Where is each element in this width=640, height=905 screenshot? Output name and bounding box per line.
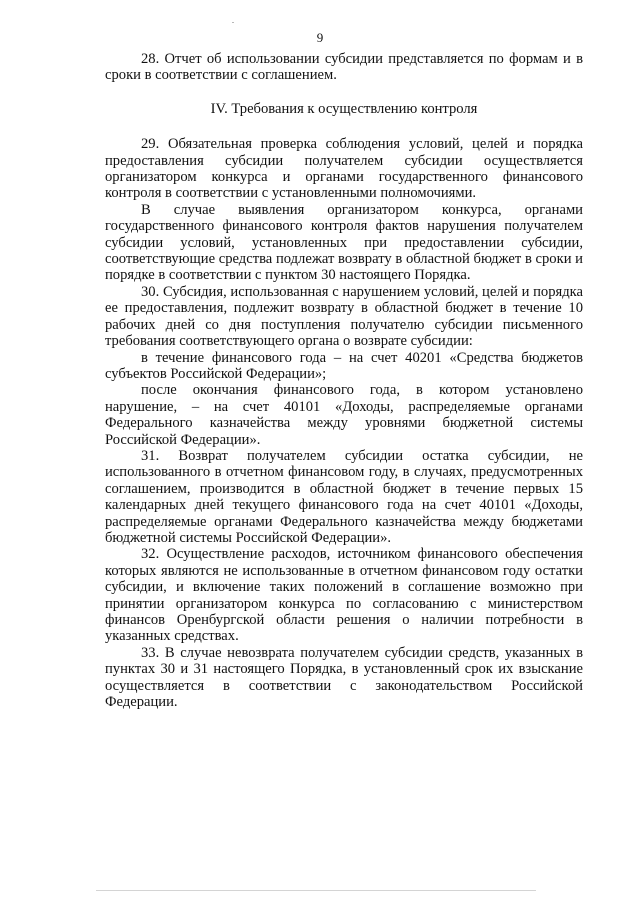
paragraph-30-after-year: после окончания финансового года, в котором установлено нарушение, – на счет 40101 «Доходы, распределяемые органами Федерального казначейства между уровнями бюджетной системы Российской Федерации».	[105, 382, 583, 448]
scan-artifact-bottom	[96, 890, 536, 891]
scan-speck	[232, 22, 234, 23]
paragraph-30-during-year: в течение финансового года – на счет 40201 «Средства бюджетов субъектов Российской Федерации»;	[105, 349, 583, 382]
paragraph-29-violation: В случае выявления организатором конкурса, органами государственного финансового контроля фактов нарушения получателем субсидии условий, установленных при предоставлении субсидии, соответствующие средства подлежат возврату в областной бюджет в сроки и порядке в соответствии с пунктом 30 настоящего Порядка.	[105, 201, 583, 284]
paragraph-29: 29. Обязательная проверка соблюдения условий, целей и порядка предоставления субсидии получателем субсидии осуществляется организатором конкурса и органами государственного финансового контроля в соответствии с установленными полномочиями.	[105, 136, 583, 202]
page-number: 9	[316, 30, 324, 45]
paragraph-32: 32. Осуществление расходов, источником финансового обеспечения которых являются не использованные в отчетном финансовом году остатки субсидии, и включение таких положений в соглашение возможно при принятии организатором конкурса по согласованию с министерством финансов Оренбургской области решения о наличии потребности в указанных средствах.	[105, 546, 583, 645]
document-body	[105, 51, 583, 710]
paragraph-31: 31. Возврат получателем субсидии остатка субсидии, не использованного в отчетном финансовом году, в случаях, предусмотренных соглашением, производится в областной бюджет в течение первых 15 календарных дней текущего финансового года на счет 40101 «Доходы, распределяемые органами Федерального казначейства между бюджетами бюджетной системы Российской Федерации».	[105, 447, 583, 546]
paragraph-30: 30. Субсидия, использованная с нарушением условий, целей и порядка ее предоставления, подлежит возврату в областной бюджет в течение 10 рабочих дней со дня поступления получателю субсидии письменного требования соответствующего органа о возврате субсидии:	[105, 283, 583, 350]
paragraph-33: 33. В случае невозврата получателем субсидии средств, указанных в пунктах 30 и 31 настоящего Порядка, в установленный срок их взыскание осуществляется в соответствии с законодательством Российской Федерации.	[105, 644, 583, 711]
section-heading: IV. Требования к осуществлению контроля	[210, 100, 478, 117]
paragraph-28: 28. Отчет об использовании субсидии представляется по формам и в сроки в соответствии с соглашением.	[105, 51, 583, 84]
